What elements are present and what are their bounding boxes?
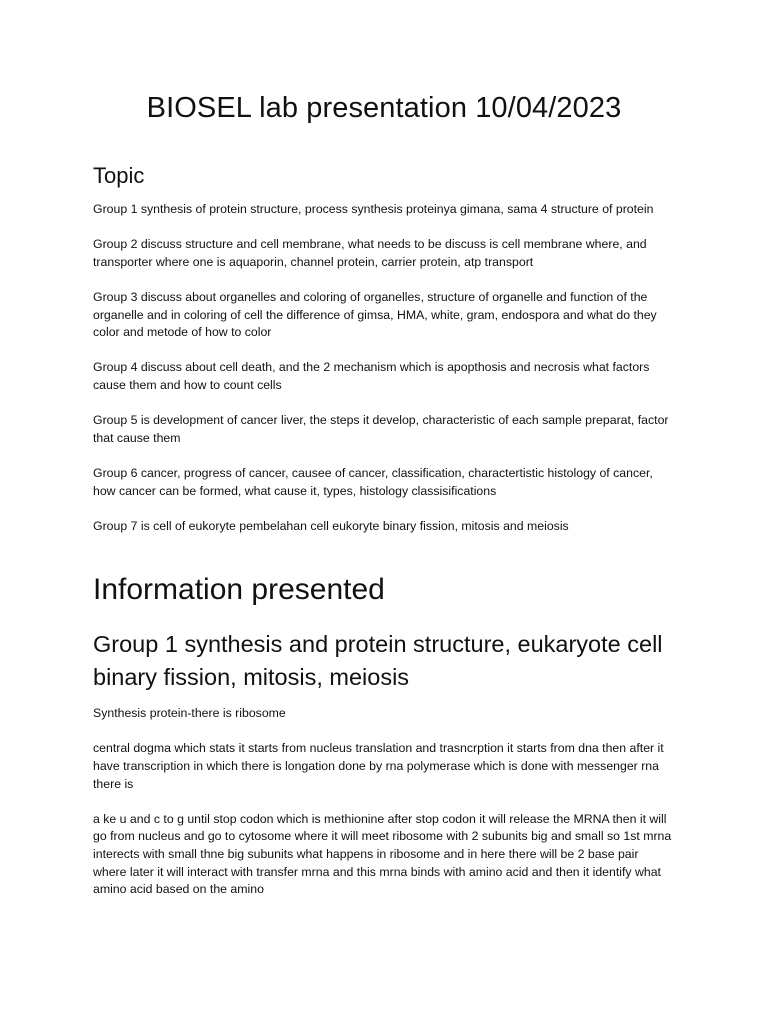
group-1-paragraph-1: Synthesis protein-there is ribosome bbox=[93, 706, 286, 721]
topic-group-5: Group 5 is development of cancer liver, the steps it develop, characteristic of each sample preparat, factor that cause them bbox=[93, 413, 669, 445]
topic-group-4: Group 4 discuss about cell death, and the 2 mechanism which is apopthosis and necrosis what factors cause them and how to count cells bbox=[93, 360, 650, 392]
group-1-paragraph-3: a ke u and c to g until stop codon which is methionine after stop codon it will release the MRNA then it will go from nucleus and go to cytosome where it will meet ribosome with 2 subunits big and small so 1st mrna interects with small thne big subunits what happens in ribosome and in here there will be 2 base pair where later it will interact with transfer mrna and this mrna binds with amino acid and then it identify what amino acid based on the amino bbox=[93, 811, 672, 897]
topic-group-7: Group 7 is cell of eukoryte pembelahan cell eukoryte binary fission, mitosis and meiosis bbox=[93, 518, 569, 533]
document-title: BIOSEL lab presentation 10/04/2023 bbox=[146, 92, 622, 124]
topic-heading: Topic bbox=[93, 163, 145, 188]
group-1-heading: Group 1 synthesis and protein structure, eukaryote cell binary fission, mitosis, meiosis bbox=[93, 631, 663, 691]
topic-group-1: Group 1 synthesis of protein structure, process synthesis proteinya gimana, sama 4 structure of protein bbox=[93, 202, 654, 216]
topic-group-2: Group 2 discuss structure and cell membrane, what needs to be discuss is cell membrane where, and transporter where one is aquaporin, channel protein, carrier protein, atp transport bbox=[93, 237, 647, 269]
group-1-paragraph-2: central dogma which stats it starts from nucleus translation and trasncrption it starts from dna then after it have transcription in which there is longation done by rna polymerase which is done with messenger rna there is bbox=[93, 741, 664, 791]
topic-group-6: Group 6 cancer, progress of cancer, causee of cancer, classification, charactertistic histology of cancer, how cancer can be formed, what cause it, types, histology classisifications bbox=[93, 465, 653, 498]
topic-group-3: Group 3 discuss about organelles and coloring of organelles, structure of organelle and function of the organelle and in coloring of cell the difference of gimsa, HMA, white, gram, endospora and what do they color and metode of how to color bbox=[93, 289, 657, 340]
information-presented-heading: Information presented bbox=[93, 573, 385, 607]
group-1-content bbox=[93, 705, 675, 899]
topic-list bbox=[93, 201, 675, 535]
